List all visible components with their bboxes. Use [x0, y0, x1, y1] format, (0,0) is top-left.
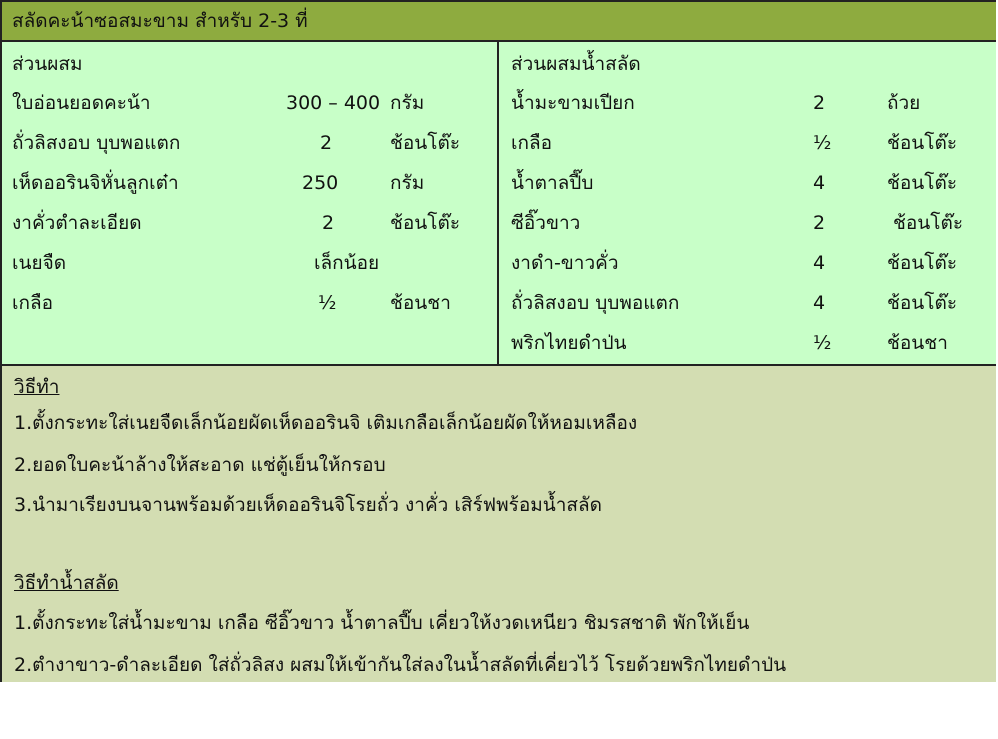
ingredient-name: ใบอ่อนยอดคะน้า	[12, 92, 151, 114]
dressing-qty: 4	[813, 292, 826, 314]
dressing-method-header: วิธีทำน้ำสลัด	[14, 572, 119, 594]
ingredient-unit: กรัม	[390, 92, 425, 114]
ingredient-row	[2, 83, 499, 123]
ingredient-row	[2, 123, 499, 163]
method-step: 1.ตั้งกระทะใส่เนยจืดเล็กน้อยผัดเห็ดออรินจิ เติมเกลือเล็กน้อยผัดให้หอมเหลือง	[14, 412, 638, 434]
method-header: วิธีทำ	[14, 376, 60, 398]
dressing-name: พริกไทยดำป่น	[511, 332, 627, 354]
dressing-row	[499, 123, 996, 163]
ingredient-row	[2, 283, 499, 323]
ingredient-name: ถั่วลิสงอบ บุบพอแตก	[12, 132, 181, 154]
dressing-panel	[499, 42, 996, 366]
dressing-name: ถั่วลิสงอบ บุบพอแตก	[511, 292, 680, 314]
dressing-qty: ½	[813, 132, 832, 154]
dressing-qty: 4	[813, 172, 826, 194]
dressing-row	[499, 323, 996, 363]
dressing-qty: ½	[813, 332, 832, 354]
dressing-header: ส่วนผสมน้ำสลัด	[511, 53, 641, 75]
dressing-method-step: 2.ตำงาขาว-ดำละเอียด ใส่ถั่วลิสง ผสมให้เข้ากันใส่ลงในน้ำสลัดที่เคี่ยวไว้ โรยด้วยพริกไทยดำป่น	[14, 654, 787, 676]
ingredients-header: ส่วนผสม	[12, 53, 83, 75]
ingredient-row	[2, 163, 499, 203]
dressing-name: น้ำมะขามเปียก	[511, 92, 635, 114]
dressing-method-step: 1.ตั้งกระทะใส่น้ำมะขาม เกลือ ซีอิ๊วขาว น้ำตาลปี๊บ เคี่ยวให้งวดเหนียว ชิมรสชาติ พักให้เย็น	[14, 612, 750, 634]
dressing-unit: ช้อนโต๊ะ	[887, 292, 958, 314]
ingredient-name: เกลือ	[12, 292, 54, 314]
recipe-title: สลัดคะน้าซอสมะขาม สำหรับ 2-3 ที่	[2, 2, 996, 42]
ingredient-row	[2, 203, 499, 243]
ingredient-qty: เล็กน้อย	[314, 252, 380, 274]
dressing-qty: 2	[813, 92, 826, 114]
dressing-row	[499, 83, 996, 123]
dressing-row	[499, 283, 996, 323]
method-step: 2.ยอดใบคะน้าล้างให้สะอาด แช่ตู้เย็นให้กรอบ	[14, 454, 386, 476]
ingredient-unit: ช้อนชา	[390, 292, 451, 314]
method-step: 3.นำมาเรียงบนจานพร้อมด้วยเห็ดออรินจิโรยถั่ว งาคั่ว เสิร์ฟพร้อมน้ำสลัด	[14, 494, 603, 516]
ingredient-qty: ½	[318, 292, 337, 314]
dressing-unit: ช้อนโต๊ะ	[887, 172, 958, 194]
dressing-unit: ช้อนโต๊ะ	[893, 212, 964, 234]
ingredient-name: งาคั่วตำละเอียด	[12, 212, 142, 234]
ingredient-name: เห็ดออรินจิหั่นลูกเต๋า	[12, 172, 179, 194]
ingredient-unit: ช้อนโต๊ะ	[390, 132, 461, 154]
dressing-row	[499, 243, 996, 283]
ingredient-row	[2, 243, 499, 283]
dressing-unit: ช้อนชา	[887, 332, 948, 354]
dressing-qty: 2	[813, 212, 826, 234]
dressing-name: ซีอิ๊วขาว	[511, 212, 581, 234]
dressing-unit: ถ้วย	[887, 92, 921, 114]
dressing-unit: ช้อนโต๊ะ	[887, 132, 958, 154]
ingredients-panel	[2, 42, 499, 366]
ingredient-unit: ช้อนโต๊ะ	[390, 212, 461, 234]
ingredient-qty: 2	[320, 132, 333, 154]
ingredient-qty: 250	[302, 172, 339, 194]
dressing-name: เกลือ	[511, 132, 553, 154]
dressing-qty: 4	[813, 252, 826, 274]
ingredient-qty: 300 – 400	[286, 92, 381, 114]
ingredient-name: เนยจืด	[12, 252, 67, 274]
dressing-row	[499, 163, 996, 203]
method-section	[2, 366, 996, 682]
dressing-name: น้ำตาลปี๊บ	[511, 172, 594, 194]
ingredient-qty: 2	[322, 212, 335, 234]
dressing-row	[499, 203, 996, 243]
dressing-name: งาดำ-ขาวคั่ว	[511, 252, 619, 274]
ingredient-unit: กรัม	[390, 172, 425, 194]
dressing-unit: ช้อนโต๊ะ	[887, 252, 958, 274]
